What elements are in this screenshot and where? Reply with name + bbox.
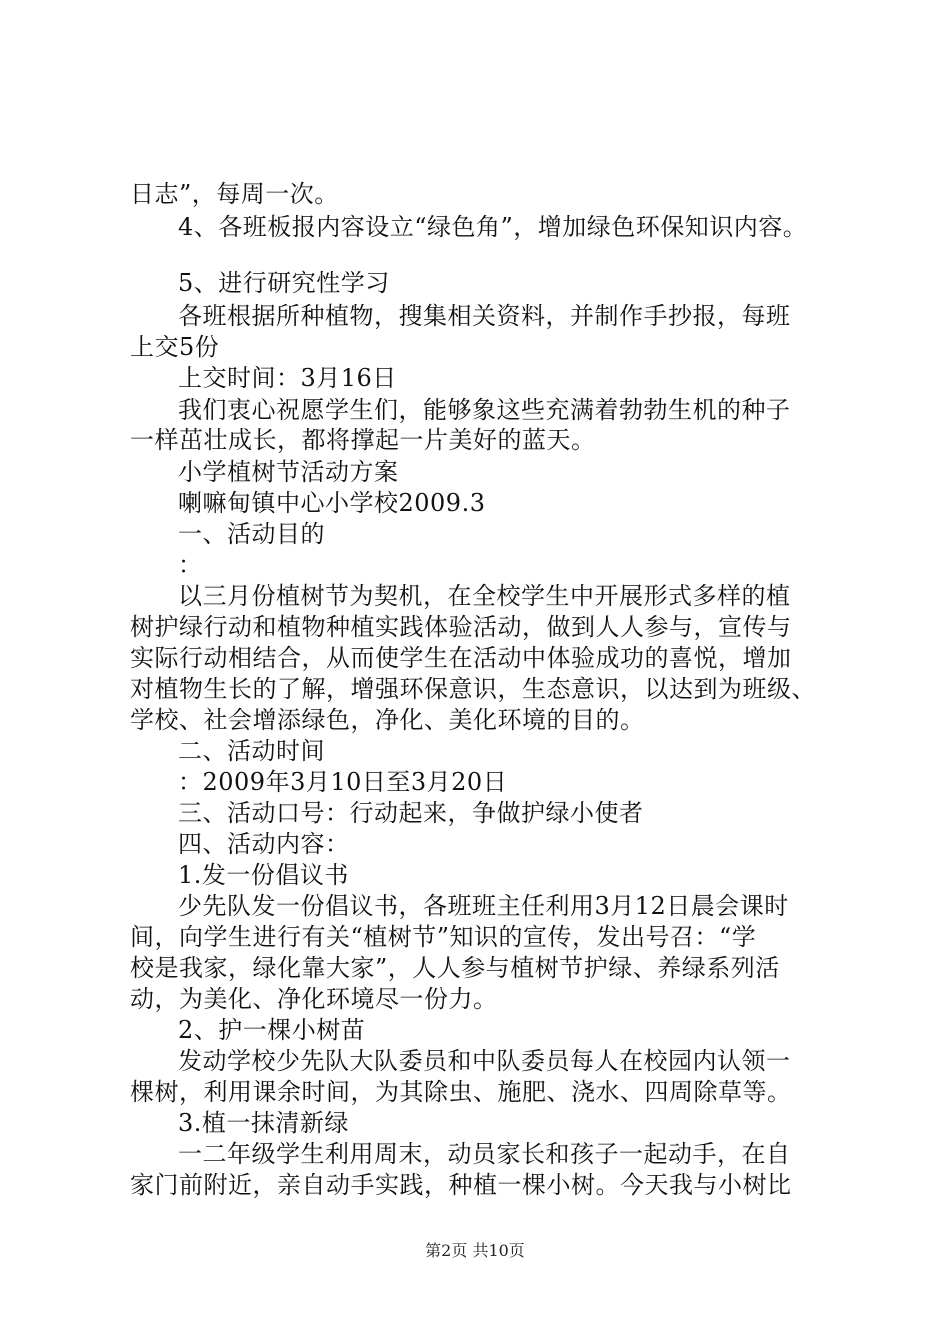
text-line: 日志”，每周一次。	[130, 180, 339, 208]
text-line: 对植物生长的了解，增强环保意识，生态意识，以达到为班级、	[130, 675, 816, 703]
text-line: 小学植树节活动方案	[178, 458, 399, 486]
text-line: 四、活动内容：	[178, 830, 350, 858]
text-line: 3.植一抹清新绿	[178, 1109, 349, 1137]
text-line: 棵树，利用课余时间，为其除虫、施肥、浇水、四周除草等。	[130, 1078, 792, 1106]
text-line: 二、活动时间	[178, 737, 325, 765]
text-line: ：2009年3月10日至3月20日	[178, 768, 508, 796]
page-number-footer: 第2页 共10页	[425, 1241, 525, 1260]
text-line: 少先队发一份倡议书，各班班主任利用3月12日晨会课时	[178, 892, 789, 920]
text-line: ：	[178, 551, 203, 579]
text-line: 4、各班板报内容设立“绿色角”，增加绿色环保知识内容。	[178, 213, 808, 241]
text-line: 我们衷心祝愿学生们，能够象这些充满着勃勃生机的种子	[178, 396, 791, 424]
text-line: 喇嘛甸镇中心小学校2009.3	[178, 489, 486, 517]
text-line: 发动学校少先队大队委员和中队委员每人在校园内认领一	[178, 1047, 791, 1075]
text-line: 以三月份植树节为契机，在全校学生中开展形式多样的植	[178, 582, 791, 610]
text-line: 三、活动口号：行动起来，争做护绿小使者	[178, 799, 644, 827]
text-line: 各班根据所种植物，搜集相关资料，并制作手抄报，每班	[178, 302, 791, 330]
text-line: 5、进行研究性学习	[178, 269, 390, 297]
text-line: 一样茁壮成长，都将撑起一片美好的蓝天。	[130, 426, 596, 454]
text-line: 一二年级学生利用周末，动员家长和孩子一起动手，在自	[178, 1140, 791, 1168]
text-line: 校是我家，绿化靠大家”，人人参与植树节护绿、养绿系列活	[130, 954, 780, 982]
text-line: 上交时间：3月16日	[178, 364, 397, 392]
text-line: 学校、社会增添绿色，净化、美化环境的目的。	[130, 706, 645, 734]
text-line: 树护绿行动和植物种植实践体验活动，做到人人参与，宣传与	[130, 613, 792, 641]
text-line: 间，向学生进行有关“植树节”知识的宣传，发出号召：“学	[130, 923, 757, 951]
text-line: 家门前附近，亲自动手实践，种植一棵小树。今天我与小树比	[130, 1171, 792, 1199]
text-line: 上交5份	[130, 333, 220, 361]
text-line: 实际行动相结合，从而使学生在活动中体验成功的喜悦，增加	[130, 644, 792, 672]
text-line: 一、活动目的	[178, 520, 325, 548]
text-line: 1.发一份倡议书	[178, 861, 349, 889]
text-line: 2、护一棵小树苗	[178, 1016, 366, 1044]
text-line: 动，为美化、净化环境尽一份力。	[130, 985, 498, 1013]
